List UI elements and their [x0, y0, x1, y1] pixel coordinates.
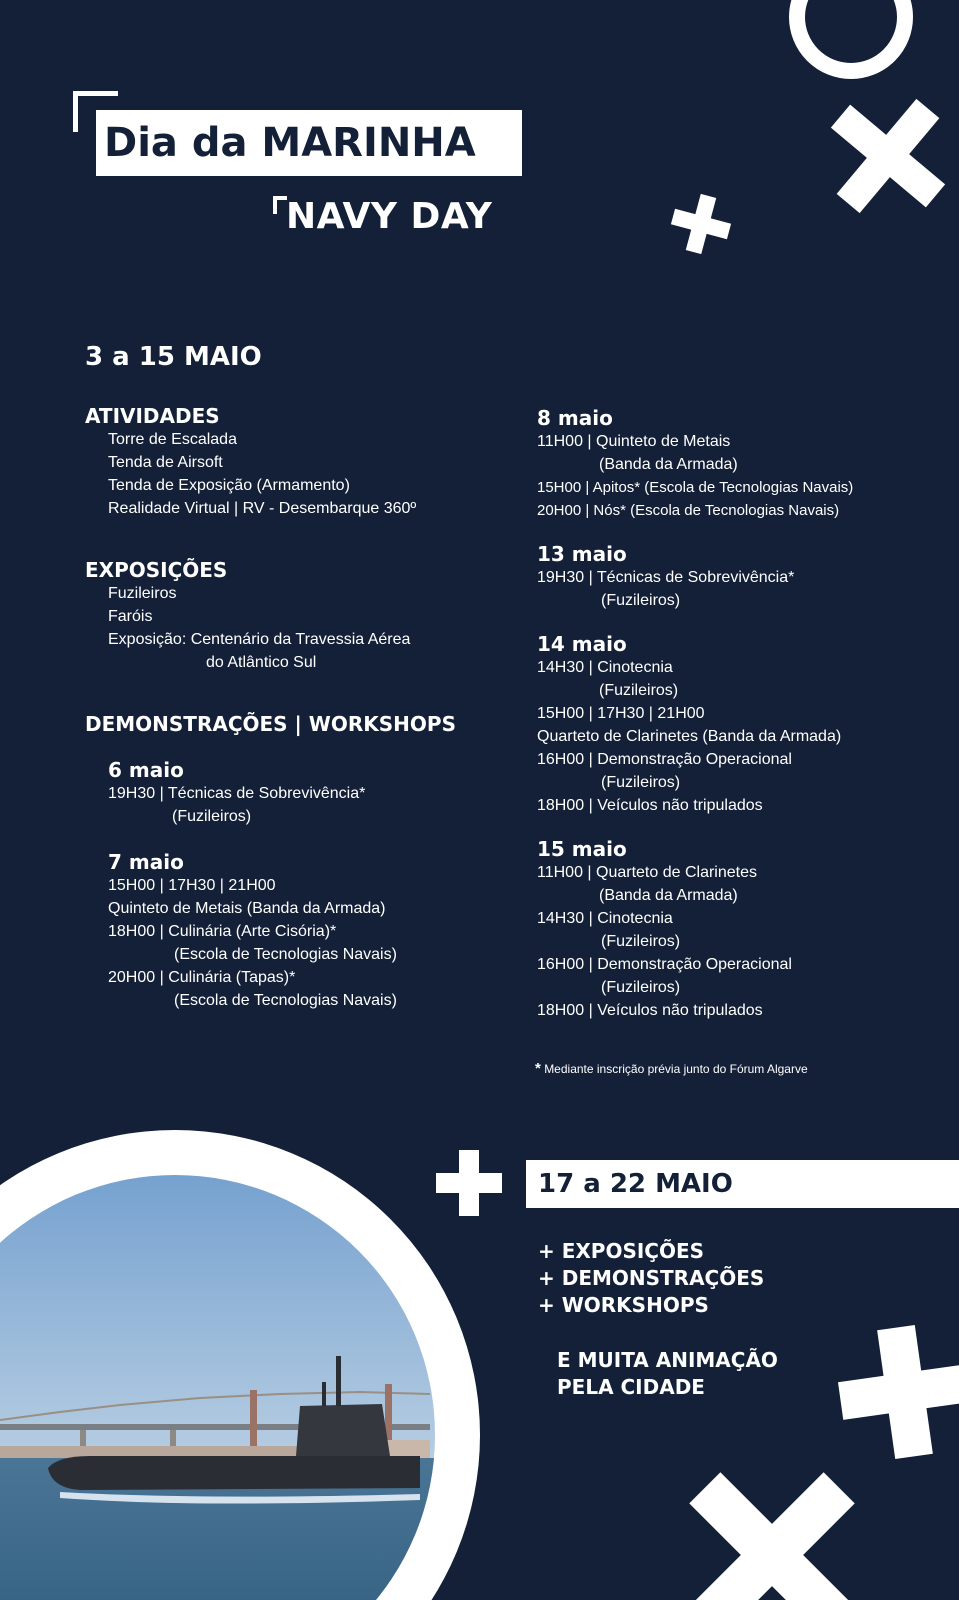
period2-closing — [557, 1347, 778, 1401]
schedule-line: 15H00 | 17H30 | 21H00 — [108, 877, 276, 894]
schedule-line: (Fuzileiros) — [601, 933, 681, 950]
schedule-line: 14H30 | Cinotecnia — [537, 659, 673, 676]
schedule-line: 19H30 | Técnicas de Sobrevivência* — [108, 785, 366, 802]
list-item: Fuzileiros — [108, 585, 177, 602]
plus-shape-small — [665, 188, 736, 259]
footnote — [535, 1060, 808, 1077]
day8-block — [537, 406, 853, 522]
list-item: + WORKSHOPS — [538, 1293, 709, 1317]
schedule-line: (Escola de Tecnologias Navais) — [174, 946, 397, 963]
schedule-line: (Escola de Tecnologias Navais) — [174, 992, 397, 1009]
schedule-line: 11H00 | Quinteto de Metais — [537, 433, 731, 450]
schedule-line: 15H00 | 17H30 | 21H00 — [537, 705, 705, 722]
schedule-line: 16H00 | Demonstração Operacional — [537, 956, 792, 973]
schedule-line: 11H00 | Quarteto de Clarinetes — [537, 864, 757, 881]
list-item: + DEMONSTRAÇÕES — [538, 1266, 765, 1290]
schedule-line: (Fuzileiros) — [601, 979, 681, 996]
day-label: 14 maio — [537, 632, 627, 656]
plus-shape-mid — [436, 1150, 502, 1216]
schedule-line: 18H00 | Culinária (Arte Cisória)* — [108, 923, 337, 940]
list-item: Tenda de Exposição (Armamento) — [108, 477, 350, 494]
schedule-line: (Banda da Armada) — [599, 887, 738, 904]
closing-line: E MUITA ANIMAÇÃO — [557, 1348, 778, 1372]
ring-shape — [797, 0, 905, 71]
schedule-line: 18H00 | Veículos não tripulados — [537, 1002, 763, 1019]
exposicoes-heading: EXPOSIÇÕES — [85, 558, 228, 582]
day6-block — [85, 758, 456, 828]
schedule-line: Quinteto de Metais (Banda da Armada) — [108, 900, 386, 917]
page-subtitle: NAVY DAY — [286, 196, 493, 237]
period2-list — [538, 1238, 764, 1319]
list-item: Exposição: Centenário da Travessia Aérea — [108, 631, 411, 648]
right-column — [537, 406, 853, 1022]
list-item: do Atlântico Sul — [206, 654, 317, 671]
submarine-photo — [0, 1140, 460, 1600]
page-title: Dia da MARINHA — [96, 110, 522, 176]
atividades-heading: ATIVIDADES — [85, 404, 220, 428]
day-label: 6 maio — [108, 758, 184, 782]
schedule-line: (Fuzileiros) — [599, 682, 679, 699]
list-item: Torre de Escalada — [108, 431, 237, 448]
period1-dates: 3 a 15 MAIO — [85, 342, 262, 372]
schedule-line: 19H30 | Técnicas de Sobrevivência* — [537, 569, 795, 586]
x-shape-top — [801, 69, 959, 244]
day-label: 15 maio — [537, 837, 627, 861]
list-item: Realidade Virtual | RV - Desembarque 360º — [108, 500, 417, 517]
schedule-line: Quarteto de Clarinetes (Banda da Armada) — [537, 728, 842, 745]
period2-dates: 17 a 22 MAIO — [526, 1160, 959, 1208]
schedule-line: 20H00 | Nós* (Escola de Tecnologias Navais) — [537, 502, 840, 519]
list-item: Tenda de Airsoft — [108, 454, 223, 471]
day-label: 7 maio — [108, 850, 184, 874]
day13-block — [537, 542, 853, 612]
asterisk: * — [535, 1060, 541, 1077]
plus-shape-right — [832, 1319, 959, 1466]
schedule-line: (Fuzileiros) — [601, 592, 681, 609]
schedule-line: 15H00 | Apitos* (Escola de Tecnologias Navais) — [537, 479, 854, 496]
exposicoes-list — [85, 582, 456, 674]
list-item: + EXPOSIÇÕES — [538, 1239, 705, 1263]
day-label: 8 maio — [537, 406, 613, 430]
schedule-line: 20H00 | Culinária (Tapas)* — [108, 969, 296, 986]
x-shape-bottom — [638, 1421, 907, 1600]
day14-block — [537, 632, 853, 817]
day-label: 13 maio — [537, 542, 627, 566]
atividades-list — [85, 428, 456, 520]
closing-line: PELA CIDADE — [557, 1375, 705, 1399]
subtitle-corner-bracket — [273, 196, 287, 214]
schedule-line: 14H30 | Cinotecnia — [537, 910, 673, 927]
schedule-line: 16H00 | Demonstração Operacional — [537, 751, 792, 768]
left-column — [85, 404, 456, 1012]
footnote-text: Mediante inscrição prévia junto do Fórum Algarve — [544, 1062, 808, 1076]
list-item: Faróis — [108, 608, 153, 625]
schedule-line: (Banda da Armada) — [599, 456, 738, 473]
day15-block — [537, 837, 853, 1022]
schedule-line: (Fuzileiros) — [601, 774, 681, 791]
schedule-line: 18H00 | Veículos não tripulados — [537, 797, 763, 814]
demos-heading: DEMONSTRAÇÕES | WORKSHOPS — [85, 712, 456, 736]
day7-block — [85, 850, 456, 1012]
schedule-line: (Fuzileiros) — [172, 808, 252, 825]
